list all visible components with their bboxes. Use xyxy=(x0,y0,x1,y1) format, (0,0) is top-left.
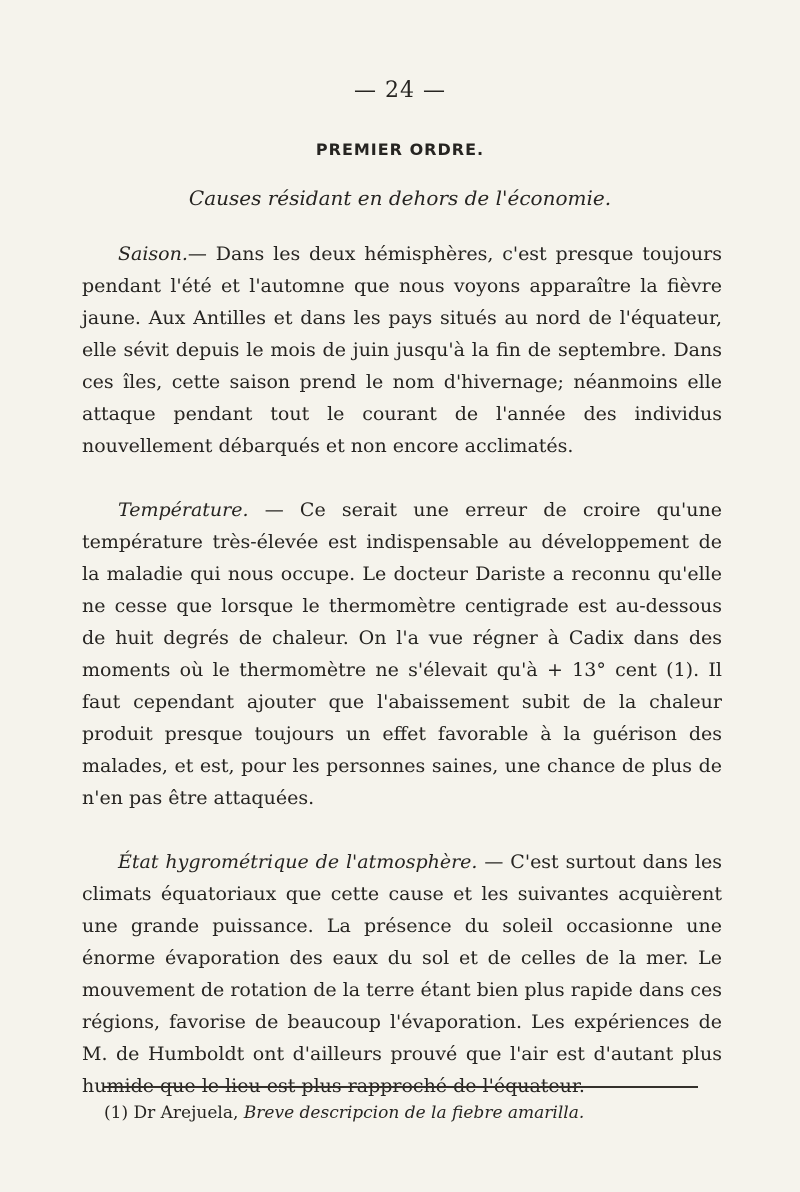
footnote-text: (1) Dr Arejuela, xyxy=(104,1103,244,1123)
paragraph-temperature xyxy=(82,494,722,814)
paragraph-text: — Dans les deux hémisphères, c'est presque toujours pendant l'été et l'automne que nous voyons apparaître la fièvre jaune. Aux Antilles et dans les pays situés au nord de l'équateur, elle sévit depuis le mois de juin jusqu'à la fin de septembre. Dans ces îles, cette saison prend le nom d'hivernage; néanmoins elle attaque pendant tout le courant de l'année des individus nouvellement débarqués et non encore acclimatés. xyxy=(82,243,722,457)
body-text xyxy=(82,238,722,1134)
footnote xyxy=(104,1100,724,1126)
paragraph-lead: Température. xyxy=(118,499,249,521)
footnote-title: Breve descripcion de la fiebre amarilla. xyxy=(243,1103,585,1123)
footnote-divider xyxy=(104,1086,698,1088)
paragraph-text: — Ce serait une erreur de croire qu'une température très-élevée est indispensable au développement de la maladie qui nous occupe. Le docteur Dariste a reconnu qu'elle ne cesse que lorsque le thermomètre centigrade est au-dessous de huit degrés de chaleur. On l'a vue régner à Cadix dans des moments où le thermomètre ne s'élevait qu'à + 13° cent (1). Il faut cependant ajouter que l'abaissement subit de la chaleur produit presque toujours un effet favorable à la guérison des malades, et est, pour les personnes saines, une chance de plus de n'en pas être attaquées. xyxy=(82,499,722,809)
paragraph-lead: Saison. xyxy=(118,243,188,265)
paragraph-hygrometrie xyxy=(82,846,722,1102)
paragraph-lead: État hygrométrique de l'atmosphère. xyxy=(118,851,478,873)
paragraph-saison xyxy=(82,238,722,462)
paragraph-text: — C'est surtout dans les climats équatoriaux que cette cause et les suivantes acquièrent une grande puissance. La présence du soleil occasionne une énorme évaporation des eaux du sol et de celles de la mer. Le mouvement de rotation de la terre étant bien plus rapide dans ces régions, favorise de beaucoup l'évaporation. Les expériences de M. de Humboldt ont d'ailleurs prouvé que l'air est d'autant plus humide que le lieu est plus rapproché de l'équateur. xyxy=(82,851,723,1097)
page-number: — 24 — xyxy=(354,78,446,103)
section-subheading: Causes résidant en dehors de l'économie. xyxy=(188,186,612,210)
section-heading: PREMIER ORDRE. xyxy=(315,140,485,159)
